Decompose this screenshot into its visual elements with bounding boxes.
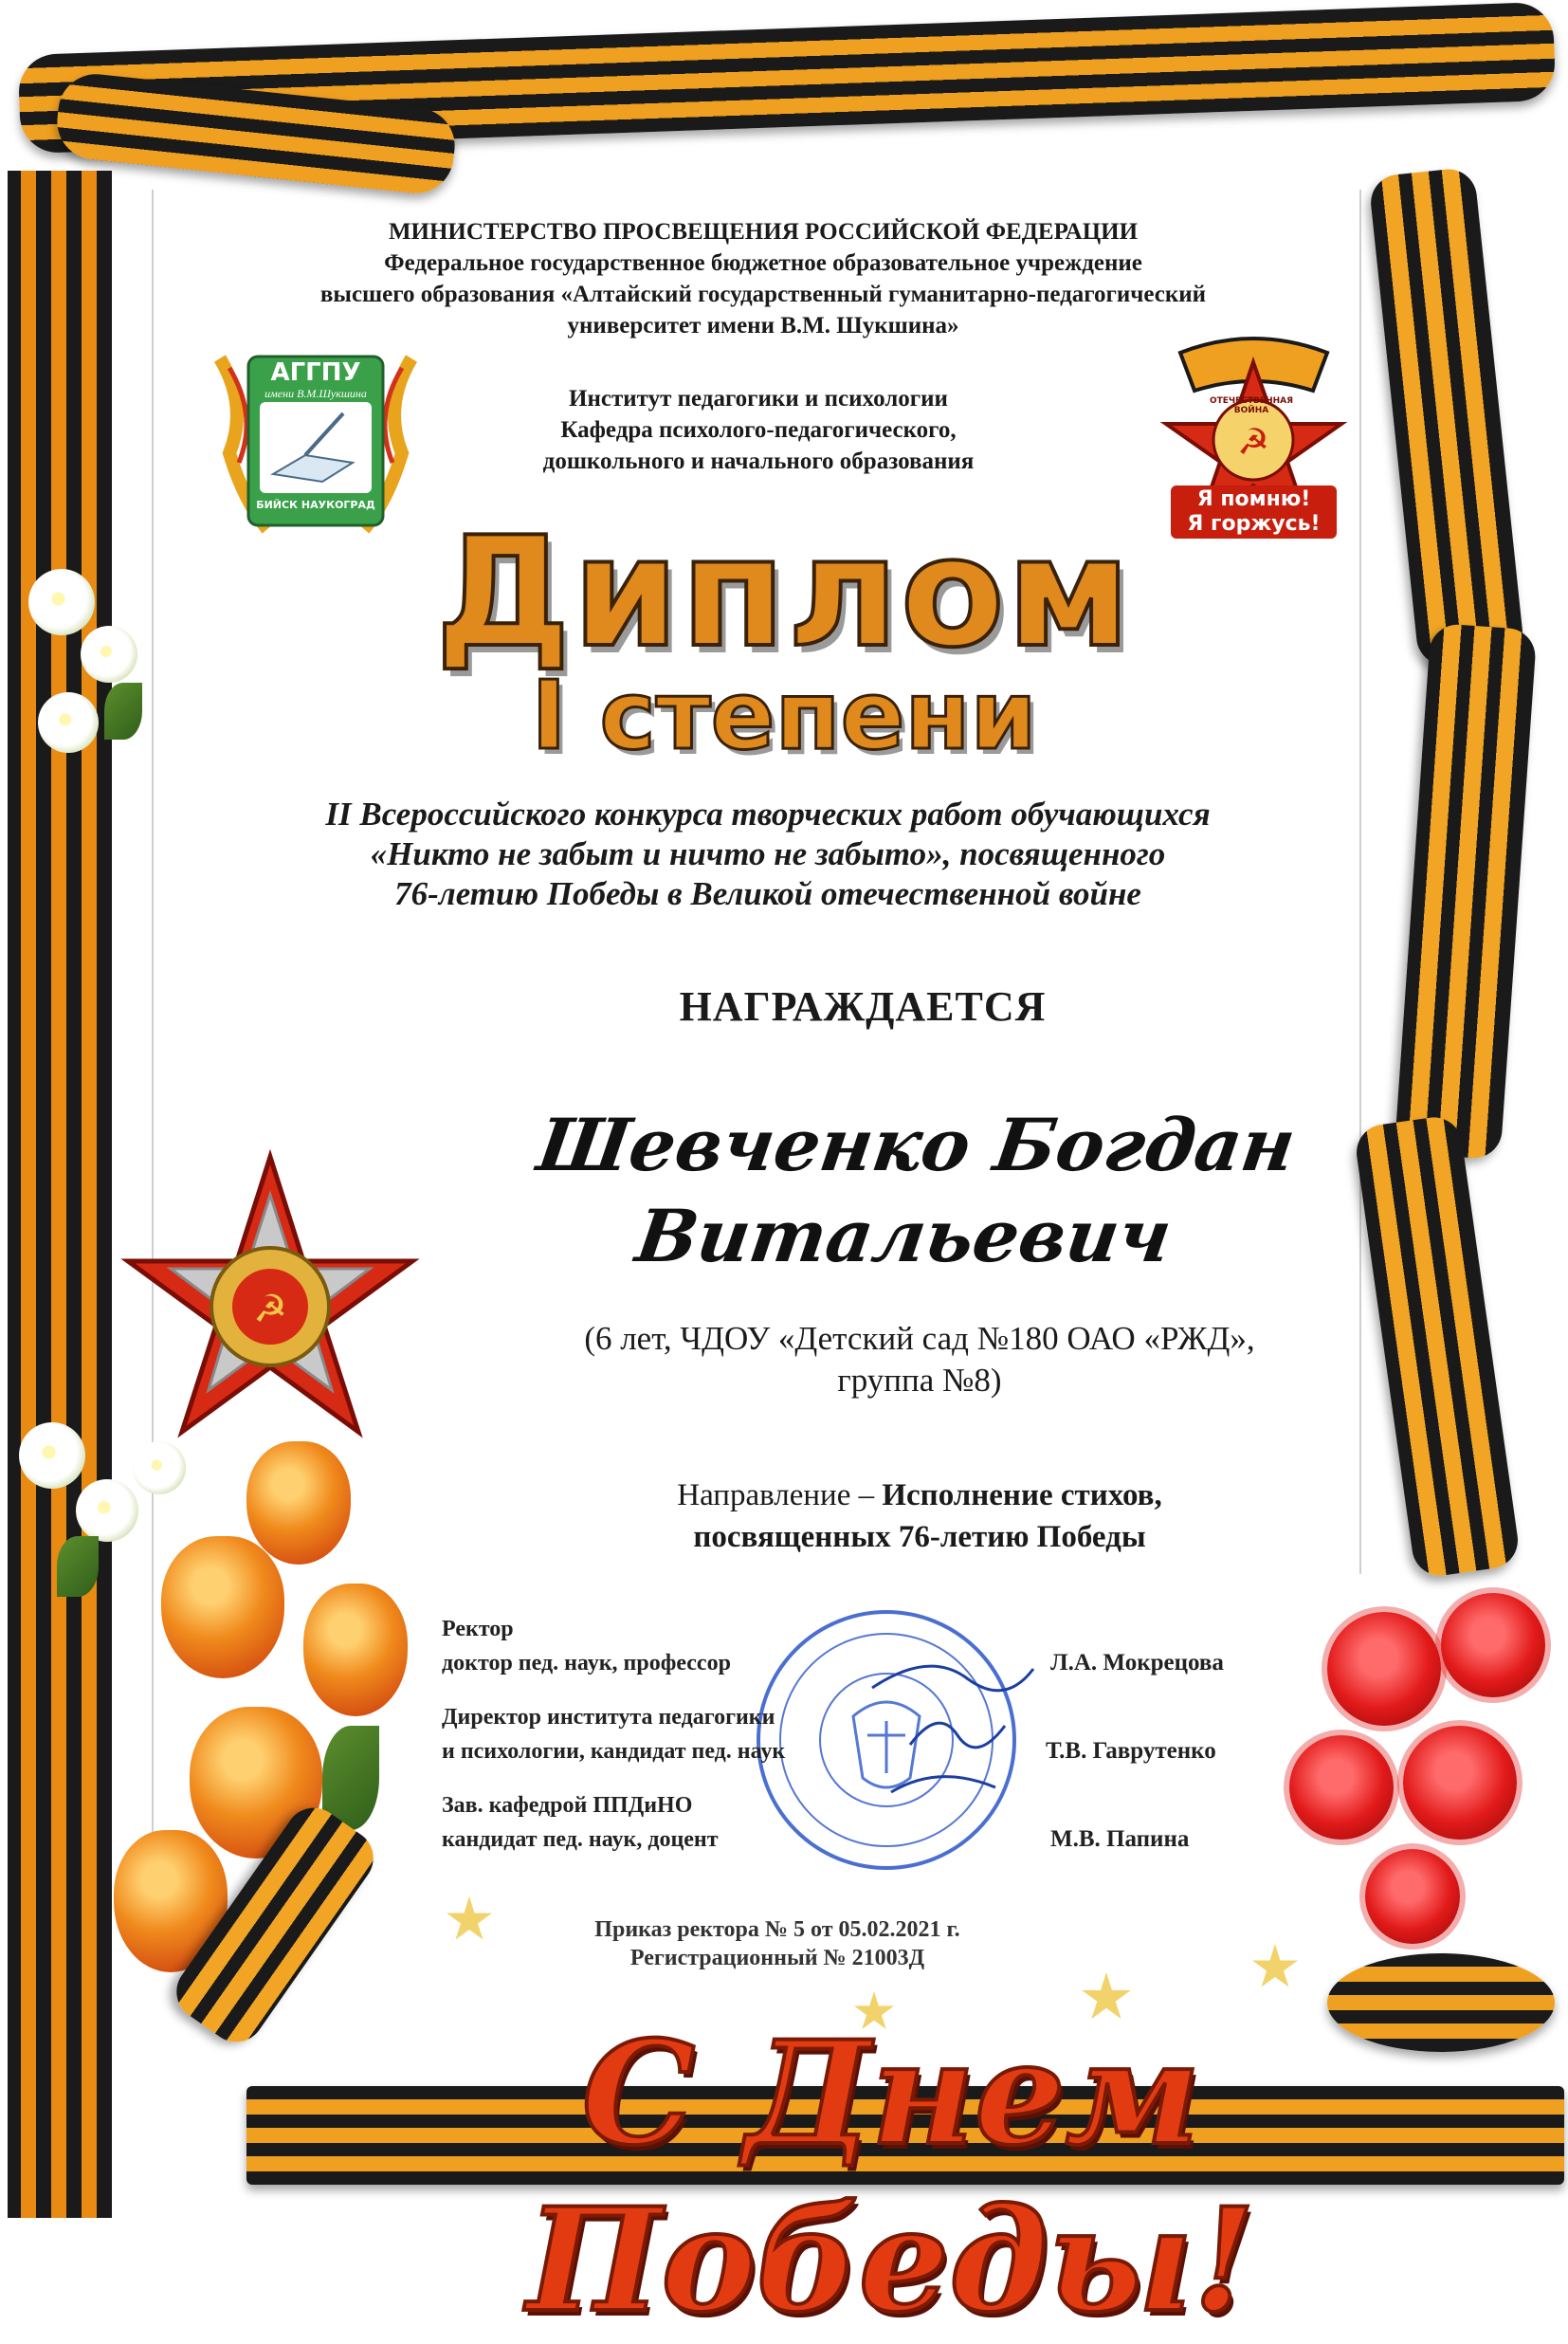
signature-name: Т.В. Гаврутенко [1046, 1738, 1216, 1764]
signature-role: Зав. кафедрой ППДиНО [442, 1793, 693, 1818]
diploma-title: Диплом [435, 504, 1133, 681]
signature-name: Л.А. Мокрецова [1050, 1650, 1224, 1676]
logo-bottom-text: БИЙСК НАУКОГРАД [256, 499, 375, 511]
contest-line: «Никто не забыт и ничто не забыто», посвященного [370, 835, 1166, 872]
order-text: Приказ ректора № 5 от 05.02.2021 г. [594, 1917, 960, 1942]
emblem-slogan-line2: Я горжусь! [1187, 512, 1321, 536]
signature-role: кандидат пед. наук, доцент [442, 1827, 719, 1852]
tulip-flower-icon [303, 1584, 408, 1716]
signature-role: Директор института педагогики [442, 1705, 775, 1730]
signature-block-head [442, 1788, 1105, 1857]
awarded-label: НАГРАЖДАЕТСЯ [679, 983, 1047, 1030]
victory-emblem [1152, 334, 1356, 542]
left-ribbon-decoration [8, 171, 112, 2218]
emblem-slogan-line1: Я помню! [1196, 487, 1311, 511]
jasmine-flower-icon [76, 1479, 138, 1542]
leaf-icon [57, 1536, 99, 1597]
signature-role: доктор пед. наук, профессор [442, 1651, 731, 1676]
svg-text:☭: ☭ [253, 1288, 287, 1331]
tulip-flower-icon [161, 1536, 284, 1678]
victory-day-banner: С Днем Победы! [526, 2010, 1256, 2344]
carnation-flower-icon [1327, 1612, 1441, 1726]
signature-name: М.В. Папина [1050, 1826, 1190, 1852]
logo-subtitle-text: имени В.М.Шукшина [264, 387, 367, 400]
right-ribbon-lower-decoration [1353, 1114, 1522, 1580]
carnation-flower-icon [1403, 1726, 1517, 1840]
left-frame-line [152, 190, 154, 1915]
contest-line: 76-летию Победы в Великой отечественной войне [394, 875, 1141, 912]
recipient-name [519, 1100, 1303, 1282]
carnation-flower-icon [1365, 1849, 1460, 1944]
ministry-line: университет имени В.М. Шукшина» [567, 313, 959, 339]
direction-label: Направление – [677, 1478, 883, 1512]
recipient-details [474, 1318, 1365, 1401]
jasmine-flower-icon [19, 1422, 85, 1489]
order-star-medal-icon [114, 1147, 427, 1460]
ministry-line: МИНИСТЕРСТВО ПРОСВЕЩЕНИЯ РОССИЙСКОЙ ФЕДЕРАЦИИ [388, 219, 1139, 245]
star-icon [446, 1896, 493, 1944]
recipient-name-line: Шевченко Богдан [532, 1103, 1301, 1187]
logo-abbr-text: АГГПУ [270, 358, 361, 387]
contest-line: II Всероссийского конкурса творческих работ обучающихся [325, 796, 1211, 833]
signature-role: Ректор [442, 1617, 514, 1641]
signature-role: и психологии, кандидат пед. наук [442, 1739, 786, 1764]
carnation-flower-icon [1289, 1735, 1394, 1840]
emblem-ring-text: ОТЕЧЕСТВЕННАЯ ВОЙНА [1209, 396, 1294, 415]
tulip-flower-icon [246, 1441, 351, 1565]
institute-header [398, 383, 1119, 477]
direction-value: посвященных 76-летию Победы [693, 1520, 1146, 1554]
institute-line: Институт педагогики и психологии [569, 386, 948, 412]
signature-block-rector [442, 1612, 1105, 1680]
ministry-header [171, 216, 1356, 341]
ministry-line: высшего образования «Алтайский государственный гуманитарно-педагогический [319, 282, 1207, 307]
direction [512, 1474, 1327, 1558]
recipient-details-line: группа №8) [837, 1362, 1002, 1399]
institute-line: дошкольного и начального образования [542, 449, 975, 474]
svg-text:☭: ☭ [1236, 421, 1270, 463]
registration-number: Регистрационный № 21003Д [629, 1946, 925, 1970]
order-info [531, 1915, 1024, 1972]
carnation-flower-icon [1441, 1593, 1545, 1697]
institute-line: Кафедра психолого-педагогического, [560, 417, 957, 443]
recipient-details-line: (6 лет, ЧДОУ «Детский сад №180 ОАО «РЖД», [584, 1320, 1255, 1357]
signature-block-director [442, 1700, 1105, 1768]
recipient-name-line: Витальевич [630, 1194, 1176, 1278]
star-icon [1251, 1944, 1299, 1991]
contest-description [152, 795, 1384, 914]
ministry-line: Федеральное государственное бюджетное образовательное учреждение [384, 250, 1142, 276]
direction-value: Исполнение стихов, [882, 1478, 1162, 1512]
diploma-degree: I степени [531, 660, 1037, 771]
